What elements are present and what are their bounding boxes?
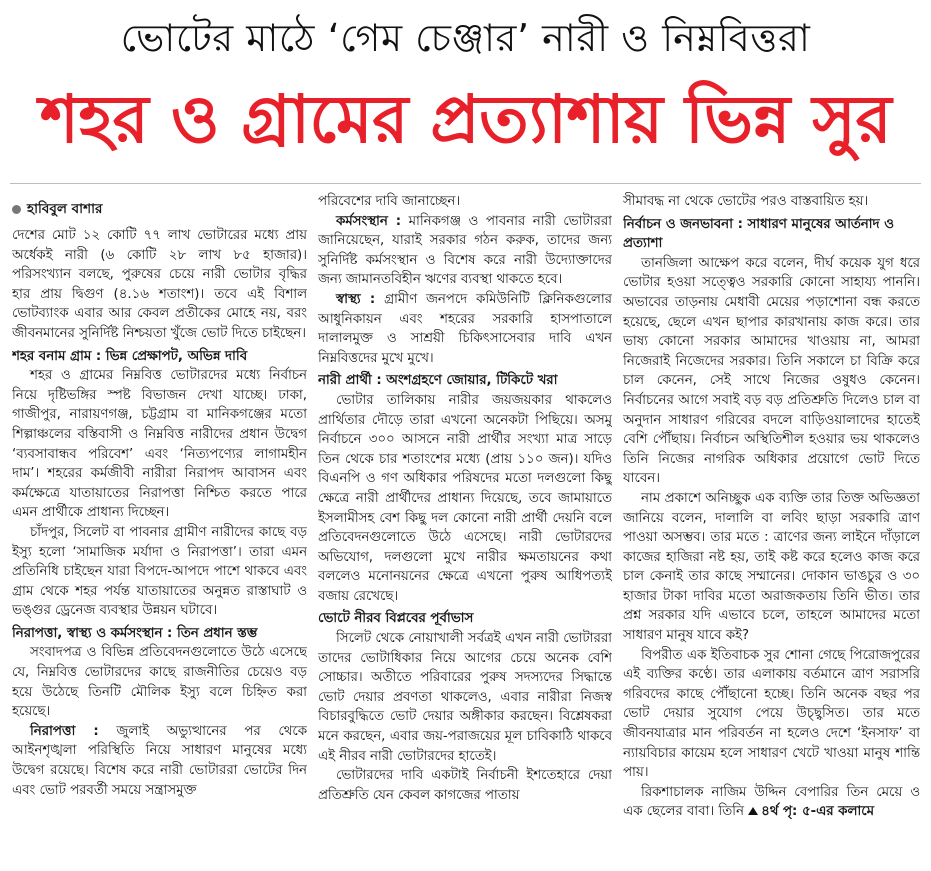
paragraph: শহর ও গ্রামের নিম্নবিত্ত ভোটারদের মধ্যে নির্বাচন নিয়ে দৃষ্টিভঙ্গির স্পষ্ট বিভাজন দেখা যাচ্ছে। ঢাকা, গাজীপুর, নারায়ণগঞ্জ, চট্টগ্রাম বা মানিকগঞ্জের মতো শিল্পাঞ্চলের বস্তিবাসী ও নিম্নবিত্ত নারীদের প্রধান উদ্বেগ ‘ব্যবসাবান্ধব পরিবেশ’ এবং ‘নিত্যপণ্যের লাগামহীন দাম’। শহরের কর্মজীবী নারীরা নিরাপদ আবাসন এবং কর্মক্ষেত্রে যাতায়াতের নিরাপত্তা নিশ্চিত করতে পারে এমন প্রার্থীকে প্রাধান্য দিচ্ছেন।	[12, 368, 307, 521]
bullet-dot-icon	[12, 205, 21, 214]
paragraph-text: মানিকগঞ্জ ও পাবনার নারী ভোটাররা জানিয়েছেন, যারাই সরকার গঠন করুক, তাদের জন্য সুনির্দিষ্ট কর্মসংস্থান ও বিশেষ করে নারী উদ্যোক্তাদের জন্য জামানতবিহীন ঋণের ব্যবস্থা থাকতে হবে।	[318, 213, 612, 288]
paragraph: বিপরীত এক ইতিবাচক সুর শোনা গেছে পিরোজপুরের এই ব্যক্তির কণ্ঠে। তার এলাকায় বর্তমানে ত্রাণ সরাসরি গরিবদের কাছে পৌঁছানো হচ্ছে। তিনি অনেক বছর পর ভোট দেয়ার সুযোগ পেয়ে উচ্ছ্বসিত। তার মতে জীবনযাত্রার মান পরিবর্তন না হলেও দেশে ‘ইনসাফ’ বা ন্যায়বিচার কায়েম হলে সাধারণ খেটে খাওয়া মানুষ শান্তি পায়।	[623, 647, 920, 781]
paragraph	[12, 722, 307, 800]
article-column-1	[12, 192, 307, 865]
paragraph: ভোটারদের দাবি একটাই নির্বাচনী ইশতেহারে দেয়া প্রতিশ্রুতি যেন কেবল কাগজের পাতায়	[318, 768, 612, 803]
subheading: নিরাপত্তা, স্বাস্থ্য ও কর্মসংস্থান : তিন প্রধান স্তম্ভ	[12, 625, 258, 641]
paragraph: নাম প্রকাশে অনিচ্ছুক এক ব্যক্তি তার তিক্ত অভিজ্ঞতা জানিয়ে বলেন, দালালি বা লবিং ছাড়া সরকারি ত্রাণ পাওয়া অসম্ভব। তার মতে : ত্রাণের জন্য লাইনে দাঁড়ালে কাজের হাজিরা নষ্ট হয়, তাই কষ্ট করে হলেও কাজ করে চাল কেনাই তার কাছে সম্মানের। দোকান ভাঙচুর ও ৩০ হাজার টাকা দাবির মতো অরাজকতায় তিনি ভীত। তার প্রশ্ন সরকার যদি এভাবে চলে, তাহলে আমাদের মতো সাধারণ মানুষ যাবে কই?	[623, 490, 920, 644]
paragraph	[318, 212, 612, 290]
paragraph: পরিবেশের দাবি জানাচ্ছেন।	[318, 194, 461, 209]
paragraph: সংবাদপত্র ও বিভিন্ন প্রতিবেদনগুলোতে উঠে এসেছে যে, নিম্নবিত্ত ভোটারদের কাছে রাজনীতির চেয়েও বড় হয়ে উঠেছে তিনটি মৌলিক ইস্যু বলে চিহ্নিত করা হয়েছে।	[12, 645, 307, 720]
paragraph: তানজিলা আক্ষেপ করে বলেন, দীর্ঘ কয়েক যুগ ধরে ভোটার হওয়া সত্ত্বেও সরকারি কোনো সাহায্য পাননি। অভাবের তাড়নায় মেধাবী মেয়ের পড়াশোনা বন্ধ করতে হয়েছে, ছেলে এখন ছাপার কারখানায় কাজ করে। তার ভাষ্য কোনো সরকার আমাদের খাওয়ায় না, আমরা নিজেরাই নিজেদের সরকার। তিনি সকালে চা বিক্রি করে চাল কেনেন, সেই সাথে নিজের ওষুধও কেনেন। নির্বাচনের আগে সবাই বড় বড় প্রতিশ্রুতি দিলেও চাল বা অনুদান সাধারণ গরিবের বদলে বাড়িওয়ালাদের হাতেই বেশি পৌঁছায়। নির্বাচন অস্থিতিশীল হওয়ার ভয় থাকলেও তিনি নিজের নাগরিক অধিকার প্রয়োগে ভোট দিতে যাবেন।	[623, 255, 920, 487]
byline	[12, 200, 307, 218]
paragraph: সিলেট থেকে নোয়াখালী সর্বত্রই এখন নারী ভোটাররা তাদের ভোটাধিকার নিয়ে আগের চেয়ে অনেক বেশি সোচ্চার। অতীতে পরিবারের পুরুষ সদস্যদের সিদ্ধান্তে ভোট দেয়ার প্রবণতা থাকলেও, এবার নারীরা নিজস্ব বিচারবুদ্ধিতে ভোট দেয়ার অঙ্গীকার করছেন। বিশ্লেষকরা মনে করছেন, এবার জয়-পরাজয়ের মূল চাবিকাঠি থাকবে এই নীরব নারী ভোটারদের হাতেই।	[318, 631, 612, 764]
subheading: ভোটে নীরব বিপ্লবের পূর্বাভাস	[318, 611, 474, 627]
paragraph: সীমাবদ্ধ না থেকে ভোটের পরও বাস্তবায়িত হয়।	[623, 194, 869, 209]
run-in-label: নিরাপত্তা :	[30, 723, 99, 739]
subheading: নির্বাচন ও জনভাবনা : সাধারণ মানুষের আর্তনাদ ও প্রত্যাশা	[623, 216, 894, 252]
article-column-2	[318, 192, 612, 865]
subheading: নারী প্রার্থী : অংশগ্রহণে জোয়ার, টিকিটে খরা	[318, 373, 558, 389]
continued-text: ৪র্থ পৃ: ৫-এর কলামে	[761, 804, 874, 820]
continued-note	[748, 804, 874, 819]
run-in-label: কর্মসংস্থান :	[336, 213, 402, 229]
subheading: শহর বনাম গ্রাম : ভিন্ন প্রেক্ষাপট, অভিন্ন দাবি	[12, 348, 248, 364]
paragraph	[318, 290, 612, 368]
byline-author: হাবিবুল বাশার	[27, 201, 103, 217]
article-kicker: ভোটের মাঠে ‘গেম চেঞ্জার’ নারী ও নিম্নবিত্তরা	[120, 16, 811, 60]
paragraph-text: রিকশাচালক নাজিম উদ্দিন বেপারির তিন মেয়ে ও এক ছেলের বাবা। তিনি	[623, 784, 920, 820]
paragraph: দেশের মোট ১২ কোটি ৭৭ লাখ ভোটারের মধ্যে প্রায় অর্ধেকই নারী (৬ কোটি ২৮ লাখ ৮৫ হাজার)। পরিসংখ্যান বলছে, পুরুষের চেয়ে নারী ভোটার বৃদ্ধির হার প্রায় দ্বিগুণ (৪.১৬ শতাংশ)। তবে এই বিশাল ভোটব্যাংক এবার আর কেবল প্রতীকের মোহে নয়, বরং জীবনমানের সুনির্দিষ্ট নিশ্চয়তা খুঁজে ভোট দিতে চাইছেন।	[12, 228, 307, 341]
run-in-label: স্বাস্থ্য :	[336, 291, 376, 307]
paragraph-text: গ্রামীণ জনপদে কমিউনিটি ক্লিনিকগুলোর আধুনিকায়ন এবং শহরের সরকারি হাসপাতালে দালালমুক্ত ও সাশ্রয়ী চিকিৎসাসেবার দাবি এখন নিম্নবিত্তদের মুখে মুখে।	[318, 291, 612, 366]
paragraph-text: জুলাই অভ্যুত্থানের পর থেকে আইনশৃঙ্খলা পরিস্থিতি নিয়ে সাধারণ মানুষের মধ্যে উদ্বেগ রয়েছে। বিশেষ করে নারী ভোটাররা ভোটের দিন এবং ভোট পরবর্তী সময়ে সন্ত্রাসমুক্ত	[12, 723, 307, 798]
paragraph: চাঁদপুর, সিলেট বা পাবনার গ্রামীণ নারীদের কাছে বড় ইস্যু হলো ‘সামাজিক মর্যাদা ও নিরাপত্তা’। তারা এমন প্রতিনিধি চাইছেন যারা বিপদে-আপদে পাশে থাকবে এবং গ্রাম থেকে শহর পর্যন্ত যাতায়াতের অনুন্নত রাস্তাঘাট ও ভঙ্গুর ড্রেনেজ ব্যবস্থার উন্নয়ন ঘটাবে।	[12, 524, 307, 619]
article-column-3	[623, 192, 920, 865]
paragraph: ভোটার তালিকায় নারীর জয়জয়কার থাকলেও প্রার্থিতার দৌড়ে তারা এখনো অনেকটা পিছিয়ে। অসমু নির্বাচনে ৩০০ আসনে নারী প্রার্থীর সংখ্যা মাত্র সাড়ে তিন থেকে চার শতাংশের মধ্যে (প্রায় ১১০ জন)। যদিও বিএনপি ও গণ অধিকার পরিষদের মতো দলগুলো কিছু ক্ষেত্রে নারী প্রার্থীদের প্রাধান্য দিয়েছে, তবে জামায়াতে ইসলামীসহ বেশ কিছু দল কোনো নারী প্রার্থী দেয়নি বলে প্রতিবেদনগুলোতে উঠে এসেছে। নারী ভোটারদের অভিযোগ, দলগুলো মুখে নারীর ক্ষমতায়নের কথা বললেও মনোনয়নের ক্ষেত্রে এখনো পুরুষ আধিপত্যই বজায় রেখেছে।	[318, 392, 612, 604]
paragraph	[623, 783, 920, 822]
headline-divider	[10, 183, 921, 184]
article-headline: শহর ও গ্রামের প্রত্যাশায় ভিন্ন সুর	[39, 81, 892, 158]
triangle-icon	[748, 807, 758, 815]
